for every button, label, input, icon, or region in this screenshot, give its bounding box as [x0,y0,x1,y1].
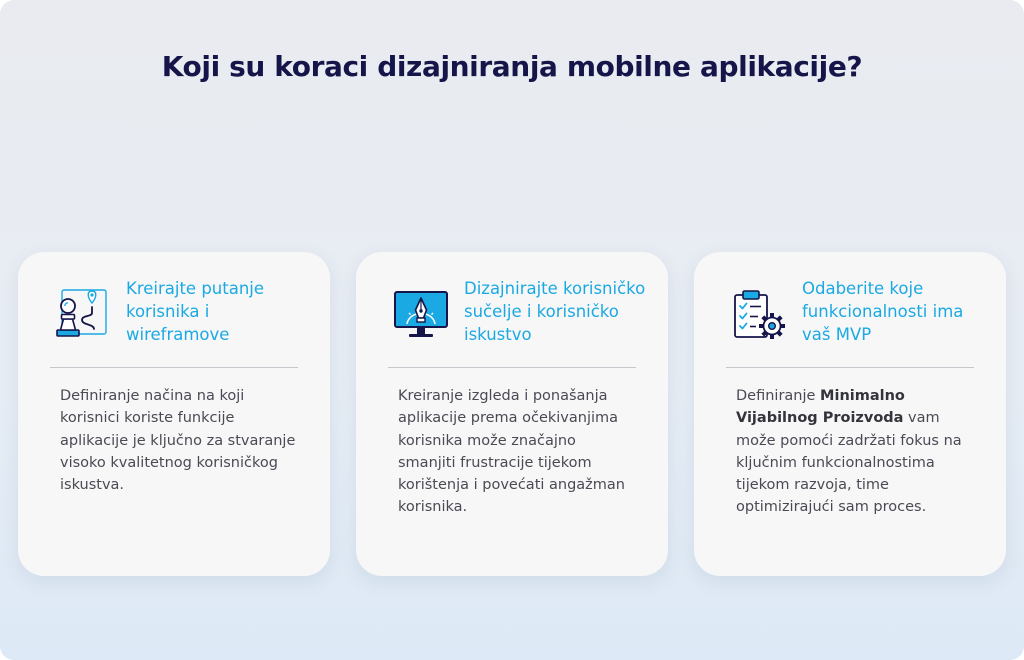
chess-pawn-path-icon [54,285,112,343]
step-heading: Odaberite koje funkcionalnosti ima vaš MVP [802,279,964,344]
step-card-ui-ux [356,252,668,576]
step-heading: Kreirajte putanje korisnika i wireframove [126,279,265,344]
monitor-pen-tool-icon [392,285,450,343]
step-description: Definiranje načina na koji korisnici koriste funkcije aplikacije je ključno za stvaranje visoko kvalitetnog korisničkog iskustva. [60,388,296,494]
page-title: Koji su koraci dizajniranja mobilne aplikacije? [161,50,863,83]
divider [50,367,298,368]
step-description: Kreiranje izgleda i ponašanja aplikacije prema očekivanjima korisnika može značajno smanjiti frustracije tijekom korištenja i povećati angažman korisnika. [398,388,625,516]
divider [726,367,974,368]
step-description: Definiranje Minimalno Vijabilnog Proizvoda vam može pomoći zadržati fokus na ključnim funkcionalnostima tijekom razvoja, time optimizirajući sam proces. [736,388,962,516]
divider [388,367,636,368]
clipboard-gear-icon [730,285,788,343]
step-heading: Dizajnirajte korisničko sučelje i korisničko iskustvo [464,279,646,344]
step-card-mvp [694,252,1006,576]
mvp-term: Minimalno Vijabilnog Proizvoda [736,388,905,427]
step-card-user-flows [18,252,330,576]
